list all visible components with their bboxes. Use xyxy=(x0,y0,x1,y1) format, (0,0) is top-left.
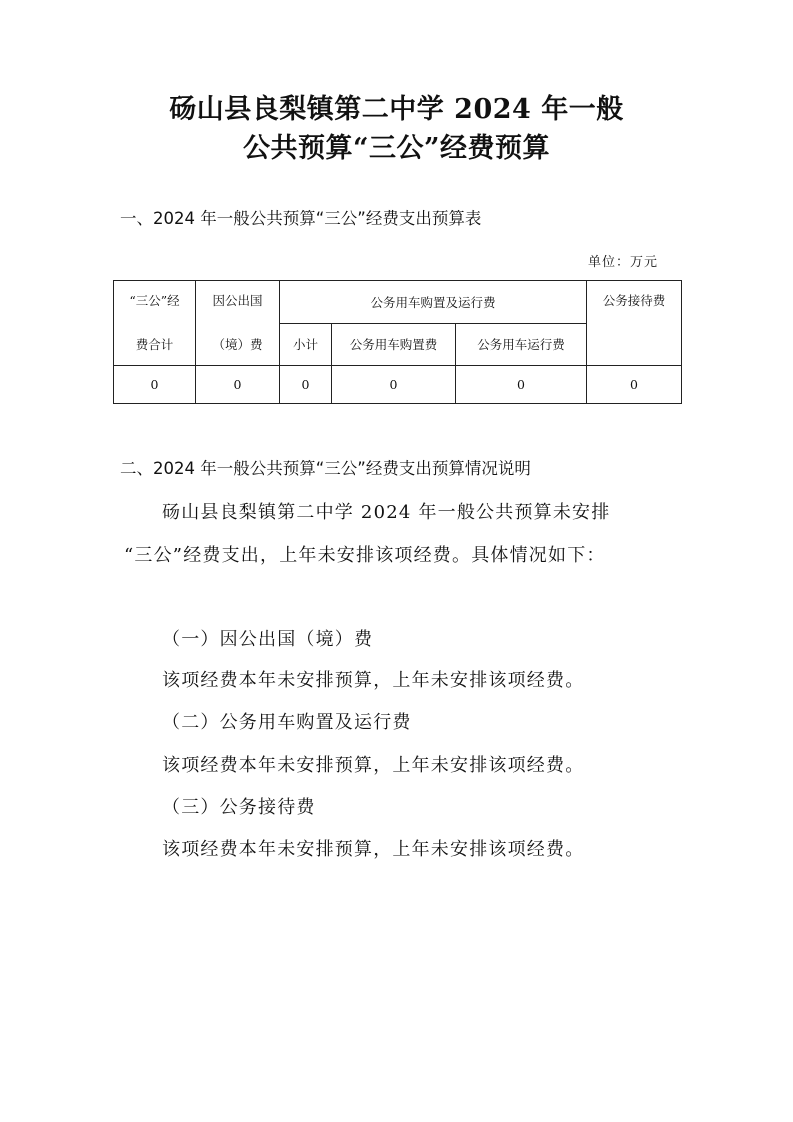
header-abroad-line2: （境）费 xyxy=(212,337,263,352)
cell-reception: 0 xyxy=(587,366,682,404)
header-total-line1: “三公”经 xyxy=(129,293,180,308)
section1-heading: 一、2024 年一般公共预算“三公”经费支出预算表 xyxy=(120,209,482,228)
document-title-line2: 公共预算“三公”经费预算 xyxy=(242,133,551,164)
header-total xyxy=(114,281,196,366)
cell-vehicle-subtotal: 0 xyxy=(280,366,332,404)
header-reception xyxy=(587,281,682,366)
header-vehicle-operation: 公务用车运行费 xyxy=(456,323,587,366)
unit-label: 单位：万元 xyxy=(588,255,659,270)
header-reception-label: 公务接待费 xyxy=(602,293,666,308)
header-vehicle-subtotal: 小计 xyxy=(280,323,332,366)
cell-vehicle-operation: 0 xyxy=(456,366,587,404)
intro-paragraph-line2: “三公”经费支出，上年未安排该项经费。具体情况如下： xyxy=(124,545,606,566)
header-abroad-line1: 因公出国 xyxy=(212,293,263,308)
item-text-vehicle: 该项经费本年未安排预算，上年未安排该项经费。 xyxy=(162,755,585,776)
header-abroad xyxy=(196,281,280,366)
item-text-abroad: 该项经费本年未安排预算，上年未安排该项经费。 xyxy=(162,670,585,691)
budget-table xyxy=(113,280,682,404)
cell-total: 0 xyxy=(114,366,196,404)
header-vehicle-group: 公务用车购置及运行费 xyxy=(280,281,587,324)
cell-vehicle-purchase: 0 xyxy=(332,366,456,404)
section2-heading: 二、2024 年一般公共预算“三公”经费支出预算情况说明 xyxy=(120,459,531,478)
item-text-reception: 该项经费本年未安排预算，上年未安排该项经费。 xyxy=(162,839,585,860)
intro-paragraph-line1: 砀山县良梨镇第二中学 2024 年一般公共预算未安排 xyxy=(162,502,611,523)
item-heading-abroad: （一）因公出国（境）费 xyxy=(162,629,374,650)
item-heading-vehicle: （二）公务用车购置及运行费 xyxy=(162,712,412,733)
header-vehicle-purchase: 公务用车购置费 xyxy=(332,323,456,366)
cell-abroad: 0 xyxy=(196,366,280,404)
header-total-line2: 费合计 xyxy=(135,337,174,352)
document-title-line1: 砀山县良梨镇第二中学 2024 年一般 xyxy=(169,94,624,125)
item-heading-reception: （三）公务接待费 xyxy=(162,797,316,818)
